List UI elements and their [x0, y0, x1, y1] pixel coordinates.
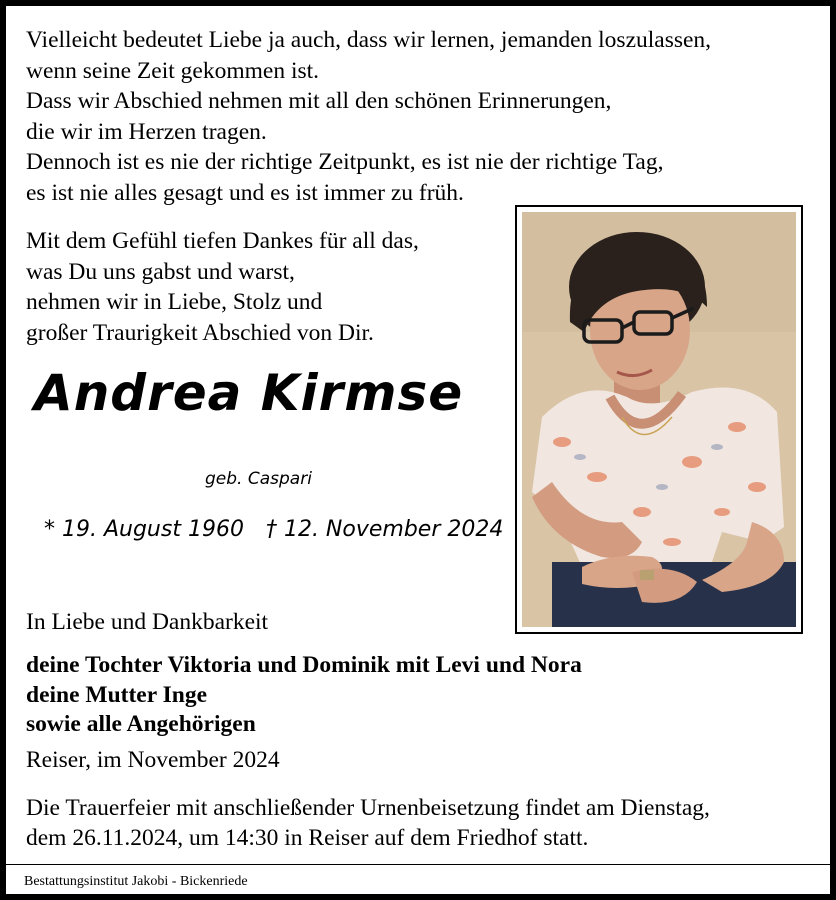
- funeral-line: Die Trauerfeier mit anschließender Urnenbeisetzung findet am Dienstag,: [26, 795, 710, 821]
- place-date: Reiser, im November 2024: [26, 747, 280, 773]
- poem-line: Dennoch ist es nie der richtige Zeitpunkt, es ist nie der richtige Tag,: [26, 149, 664, 175]
- birth-date: * 19. August 1960: [44, 517, 244, 542]
- undertaker-credit: Bestattungsinstitut Jakobi - Bickenriede: [24, 874, 248, 889]
- mourner-line: deine Mutter Inge: [26, 681, 208, 708]
- poem-line: Dass wir Abschied nehmen mit all den schönen Erinnerungen,: [26, 88, 612, 114]
- mourner-line: deine Tochter Viktoria und Dominik mit Levi und Nora: [26, 652, 582, 678]
- thanks-line: großer Traurigkeit Abschied von Dir.: [26, 319, 374, 346]
- poem-line: es ist nie alles gesagt und es ist immer zu früh.: [26, 179, 464, 206]
- mourners-list: [26, 651, 582, 740]
- footer-divider: [6, 864, 830, 865]
- thanks-line: nehmen wir in Liebe, Stolz und: [26, 289, 323, 315]
- portrait-frame: [515, 205, 803, 634]
- funeral-info: [26, 793, 710, 853]
- memorial-poem: [26, 25, 711, 208]
- birth-name: geb. Caspari: [205, 469, 312, 489]
- closing-intro: In Liebe und Dankbarkeit: [26, 609, 269, 635]
- thanks-line: was Du uns gabst und warst,: [26, 258, 295, 285]
- funeral-line: dem 26.11.2024, um 14:30 in Reiser auf dem Friedhof statt.: [26, 825, 589, 851]
- poem-line: Vielleicht bedeutet Liebe ja auch, dass wir lernen, jemanden loszulassen,: [26, 27, 712, 53]
- mourner-line: sowie alle Angehörigen: [26, 711, 256, 737]
- portrait-photo-icon: [522, 212, 796, 627]
- life-dates: [44, 517, 503, 542]
- thanks-line: Mit dem Gefühl tiefen Dankes für all das,: [26, 228, 419, 254]
- poem-line: die wir im Herzen tragen.: [26, 118, 267, 145]
- death-date: † 12. November 2024: [265, 517, 504, 542]
- thanks-text: [26, 226, 419, 348]
- deceased-name: Andrea Kirmse: [34, 364, 464, 422]
- poem-line: wenn seine Zeit gekommen ist.: [26, 57, 320, 84]
